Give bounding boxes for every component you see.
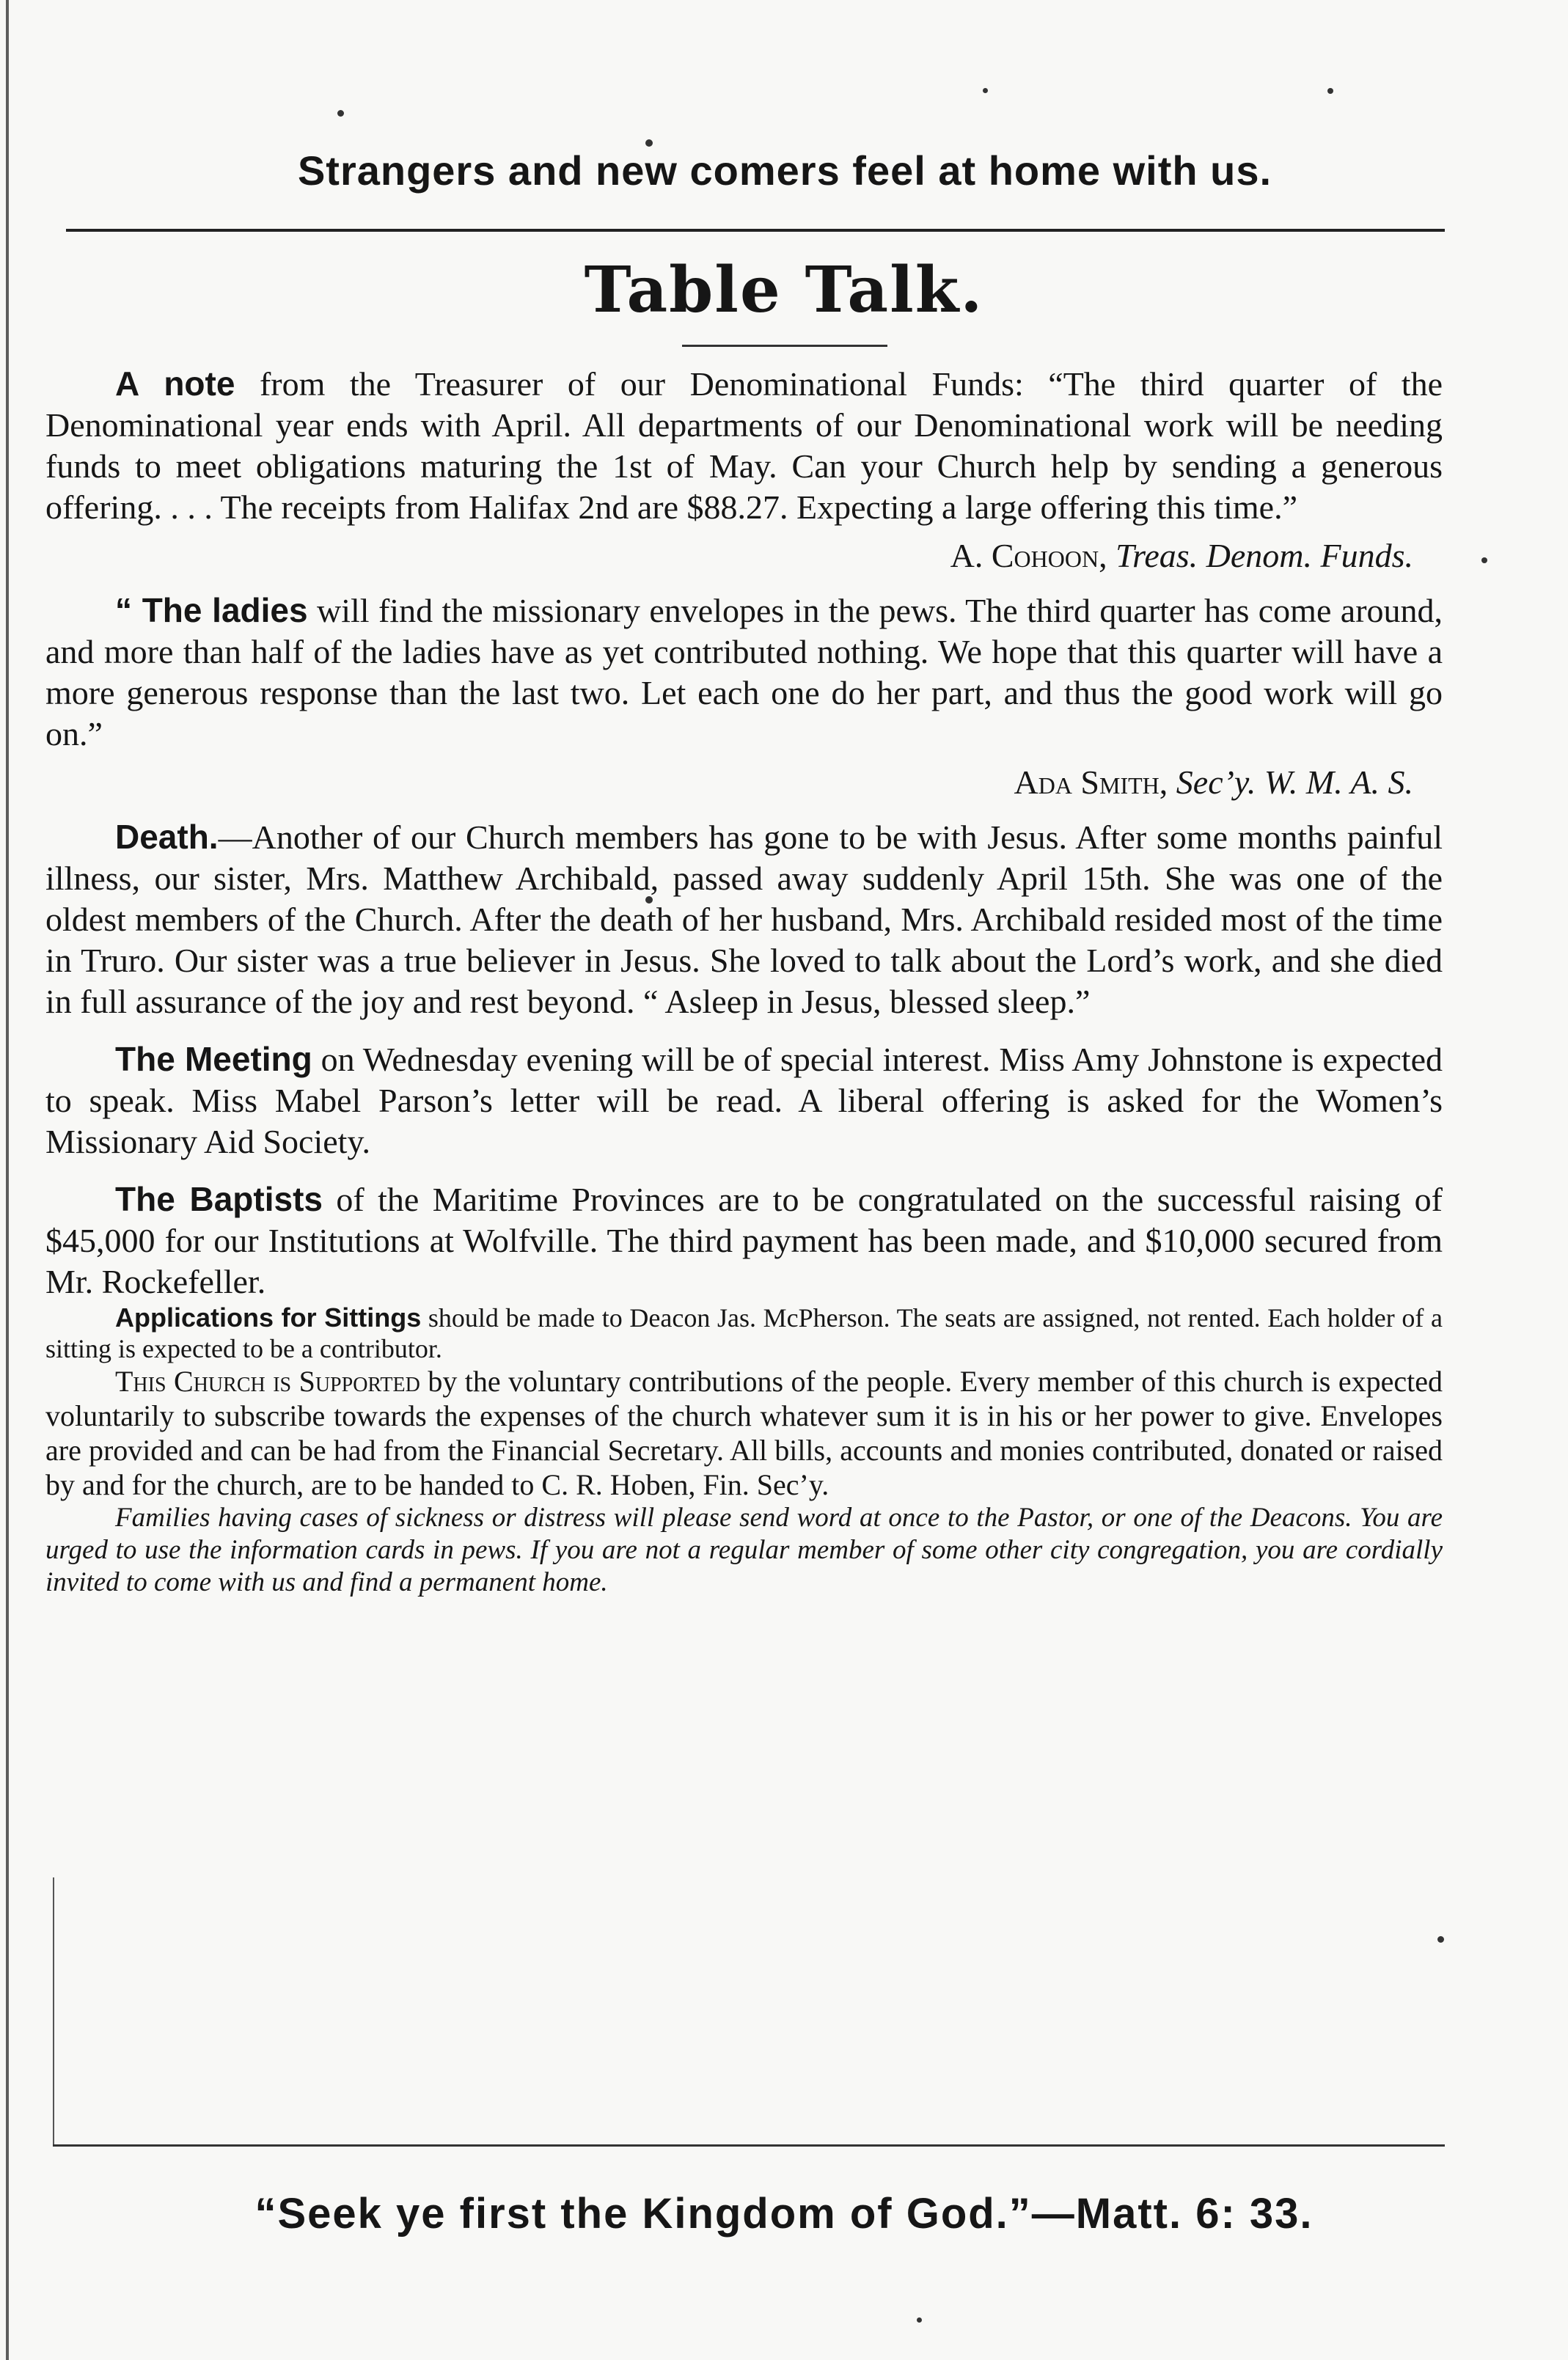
page-title: Table Talk. xyxy=(584,253,984,327)
treasurer-note-text: from the Treasurer of our Denominational Funds: “The third quarter of the Denominational year ends with April. All departments of our Denominational work will be needing funds to meet obligations maturing the 1st of May. Can your Church help by sending a generous offering. . . . The receipts from Halifax 2nd are $88.27. Expecting a large offering this time.” xyxy=(45,365,1443,526)
scan-speck xyxy=(917,2317,922,2323)
ladies-signature xyxy=(45,762,1413,803)
ladies-signature-name: Ada Smith, xyxy=(1014,763,1168,801)
article-body xyxy=(45,363,1443,1599)
scan-speck xyxy=(1437,1936,1444,1943)
footer-motto: “Seek ye first the Kingdom of God.”—Matt. 6: 33. xyxy=(254,2190,1314,2238)
baptists-notice xyxy=(45,1179,1443,1302)
sittings-notice-lead: Applications for Sittings xyxy=(115,1302,422,1333)
baptists-notice-text: of the Maritime Provinces are to be congratulated on the successful raising of $45,000 for our Institutions at Wolfville. The third payment has been made, and $10,000 secured from Mr. Rockefeller. xyxy=(45,1181,1443,1300)
support-notice xyxy=(45,1364,1443,1502)
support-notice-lead: This Church is Supported xyxy=(115,1365,420,1398)
families-notice-text: Families having cases of sickness or distress will please send word at once to the Pastor, or one of the Deacons. You are urged to use the information cards in pews. If you are not a regular member of some other city congregation, you are cordially invited to come with us and find a permanent home. xyxy=(45,1503,1443,1597)
treasurer-note-lead: A note xyxy=(115,364,235,403)
title-divider xyxy=(682,345,887,347)
ladies-note-text: will find the missionary envelopes in the pews. The third quarter has come around, and more than half of the ladies have as yet contributed nothing. We hope that this quarter will have a more generous response than the last two. Let each one do her part, and thus the good work will go on.” xyxy=(45,592,1443,752)
ladies-signature-title: Sec’y. W. M. A. S. xyxy=(1176,763,1413,801)
support-notice-text: by the voluntary contributions of the people. Every member of this church is expected voluntarily to subscribe towards the expenses of the church whatever sum it is in his or her power to give. Envelopes are provided and can be had from the Financial Secretary. All bills, accounts and monies contributed, donated or raised by and for the church, are to be handed to C. R. Hoben, Fin. Sec’y. xyxy=(45,1365,1443,1501)
treasurer-signature-name: A. Cohoon, xyxy=(950,537,1107,574)
treasurer-note xyxy=(45,363,1443,528)
scan-speck xyxy=(645,139,653,147)
ladies-note xyxy=(45,590,1443,755)
treasurer-signature xyxy=(45,535,1413,576)
scan-speck xyxy=(337,110,344,117)
death-notice-lead: Death. xyxy=(115,818,219,856)
scan-speck xyxy=(1327,88,1333,94)
sittings-notice-text: should be made to Deacon Jas. McPherson. The seats are assigned, not rented. Each holder of a sitting is expected to be a contributor. xyxy=(45,1303,1443,1363)
baptists-notice-lead: The Baptists xyxy=(115,1180,323,1218)
death-notice-text: —Another of our Church members has gone to be with Jesus. After some months painful illness, our sister, Mrs. Matthew Archibald, passed away suddenly April 15th. She was one of the oldest members of the Church. After the death of her husband, Mrs. Archibald resided most of the time in Truro. Our sister was a true believer in Jesus. She loved to talk about the Lord’s work, and she died in full assurance of the joy and rest beyond. “ Asleep in Jesus, blessed sleep.” xyxy=(45,818,1443,1020)
death-notice xyxy=(45,816,1443,1022)
footer-divider xyxy=(53,2144,1445,2147)
meeting-notice-lead: The Meeting xyxy=(115,1040,312,1078)
scan-speck xyxy=(1481,557,1487,563)
ladies-note-lead: “ The ladies xyxy=(115,591,308,629)
page-left-border xyxy=(6,0,9,2360)
scan-speck xyxy=(983,88,988,93)
meeting-notice xyxy=(45,1038,1443,1162)
treasurer-signature-title: Treas. Denom. Funds. xyxy=(1115,537,1413,574)
notice-box-border xyxy=(53,1877,54,2146)
meeting-notice-text: on Wednesday evening will be of special interest. Miss Amy Johnstone is expected to speak. Miss Mabel Parson’s letter will be read. A liberal offering is asked for the Women’s Missionary Aid Society. xyxy=(45,1041,1443,1160)
header-divider xyxy=(66,229,1445,232)
families-notice xyxy=(45,1502,1443,1599)
header-tagline: Strangers and new comers feel at home with us. xyxy=(297,147,1272,194)
sittings-notice xyxy=(45,1302,1443,1364)
